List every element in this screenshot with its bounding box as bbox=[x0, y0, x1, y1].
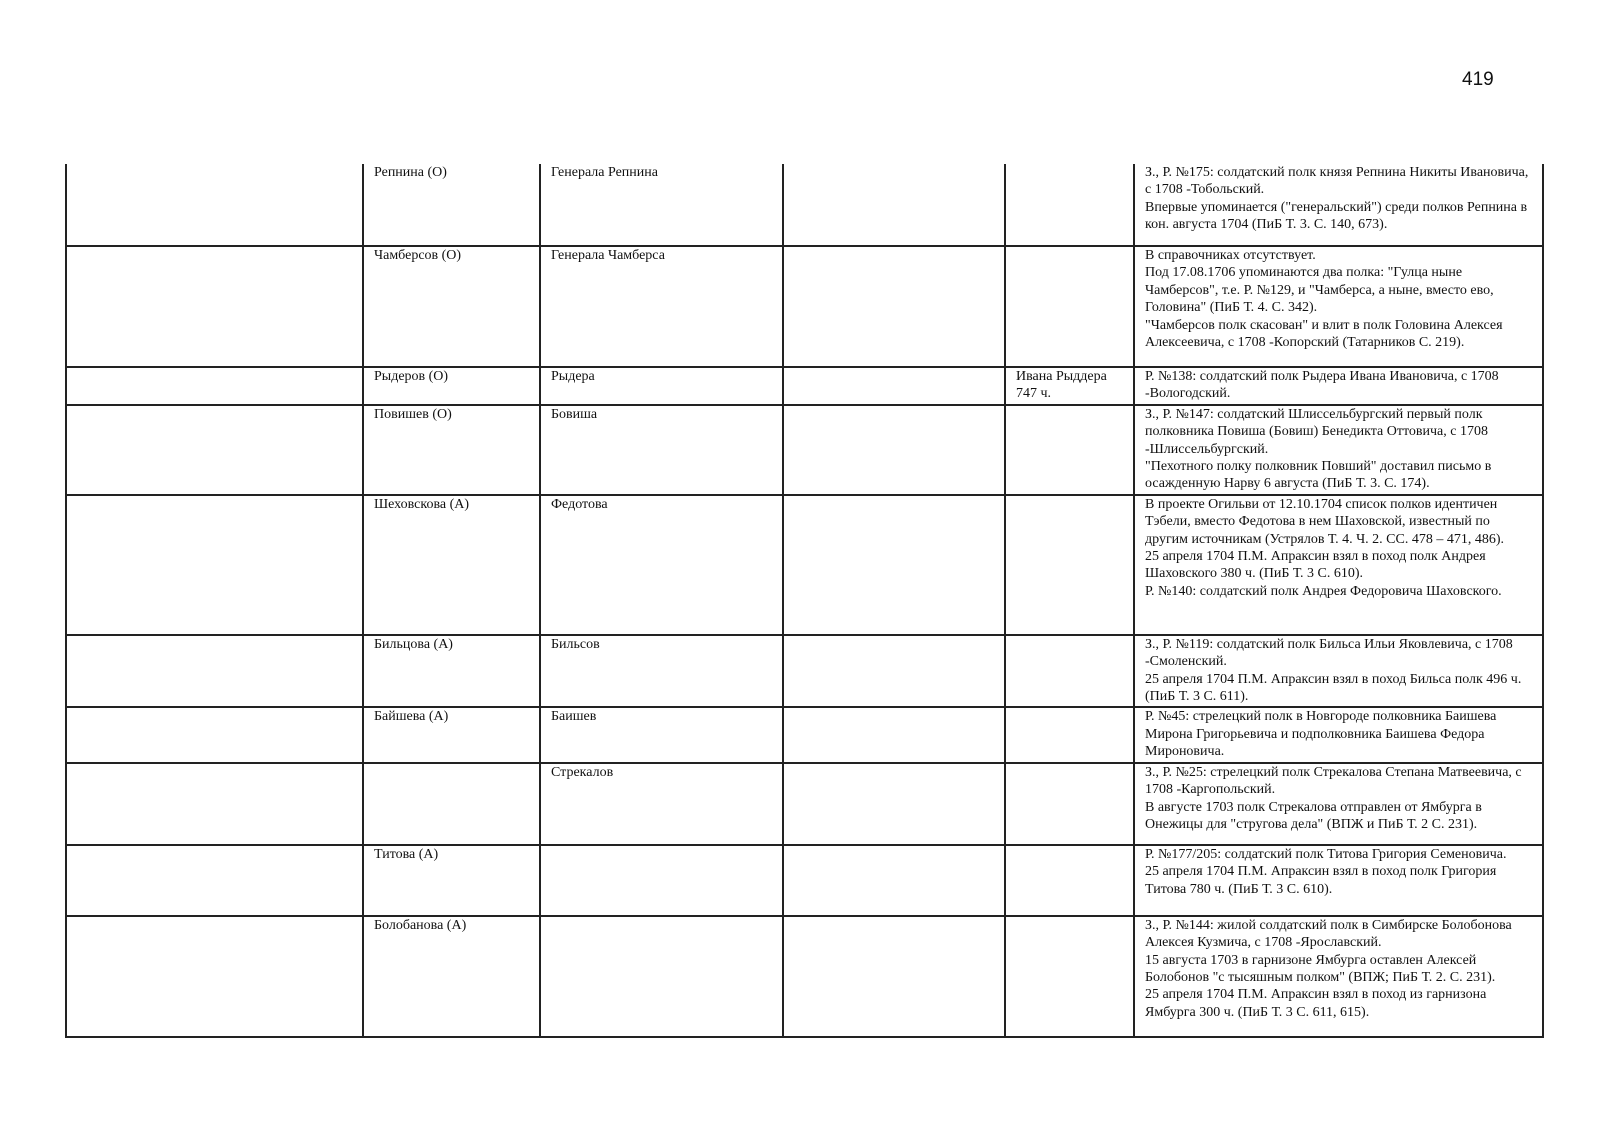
old-name-cell: Байшева (А) bbox=[363, 707, 540, 762]
note-line: 25 апреля 1704 П.М. Апраксин взял в поход полк Андрея Шаховского 380 ч. (ПиБ Т. 3 С. 610). bbox=[1145, 549, 1486, 582]
old-name-cell: Бильцова (А) bbox=[363, 635, 540, 708]
blank-cell bbox=[66, 164, 363, 246]
note-line: З., Р. №25: стрелецкий полк Стрекалова Степана Матвеевича, с 1708 ‑Каргопольский. bbox=[1145, 764, 1522, 798]
commander-line: 747 ч. bbox=[1016, 386, 1052, 402]
regiment-cell: Генерала Чамберса bbox=[540, 246, 783, 367]
regiment-cell bbox=[540, 916, 783, 1037]
table-row bbox=[66, 916, 1543, 1037]
regiment-table bbox=[65, 164, 1544, 1038]
note-line: З., Р. №119: солдатский полк Бильса Ильи Яковлевича, с 1708 ‑Смоленский. bbox=[1145, 636, 1513, 670]
blank-cell bbox=[66, 845, 363, 916]
note-line: "Пехотного полку полковник Повший" доставил письмо в осажденную Нарву 6 августа (ПиБ Т. 3. С. 174). bbox=[1145, 459, 1492, 492]
note-line: Р. №140: солдатский полк Андрея Федоровича Шаховского. bbox=[1145, 583, 1502, 599]
regiment-cell: Рыдера bbox=[540, 367, 783, 405]
regiment-cell: Стрекалов bbox=[540, 763, 783, 845]
note-line: 15 августа 1703 в гарнизоне Ямбурга оставлен Алексей Болобонов "с тысяшным полком" (ВПЖ; ПиБ Т. 2. С. 231). bbox=[1145, 952, 1496, 985]
notes-cell bbox=[1134, 367, 1543, 405]
regiment-cell bbox=[540, 845, 783, 916]
table-body bbox=[66, 164, 1543, 1037]
commander-cell bbox=[1005, 763, 1134, 845]
note-line: "Чамберсов полк скасован" и влит в полк Головина Алексея Алексеевича, с 1708 ‑Копорский (Татарников С. 219). bbox=[1145, 317, 1503, 351]
note-line: З., Р. №175: солдатский полк князя Репнина Никиты Ивановича, с 1708 ‑Тобольский. bbox=[1145, 165, 1529, 198]
table-row bbox=[66, 164, 1543, 246]
table-row bbox=[66, 405, 1543, 495]
regiment-cell: Федотова bbox=[540, 495, 783, 635]
blank-cell bbox=[66, 405, 363, 495]
blank-cell bbox=[66, 635, 363, 708]
commander-line: Ивана Рыддера bbox=[1016, 369, 1107, 384]
note-line: В августе 1703 полк Стрекалова отправлен от Ямбурга в Онежицы для "стругова дела" (ВПЖ и ПиБ Т. 2 С. 231). bbox=[1145, 799, 1482, 832]
old-name-cell: Повишев (О) bbox=[363, 405, 540, 495]
extra-cell bbox=[783, 707, 1005, 762]
commander-cell bbox=[1005, 707, 1134, 762]
old-name-cell: Шеховскова (А) bbox=[363, 495, 540, 635]
page-number: 419 bbox=[1462, 69, 1494, 90]
note-line: Р. №177/205: солдатский полк Титова Григория Семеновича. bbox=[1145, 846, 1507, 862]
notes-cell bbox=[1134, 707, 1543, 762]
note-line: 25 апреля 1704 П.М. Апраксин взял в поход полк Григория Титова 780 ч. (ПиБ Т. 3 С. 610). bbox=[1145, 864, 1497, 897]
extra-cell bbox=[783, 246, 1005, 367]
notes-cell bbox=[1134, 635, 1543, 708]
notes-cell bbox=[1134, 246, 1543, 367]
old-name-cell: Болобанова (А) bbox=[363, 916, 540, 1037]
table-row bbox=[66, 495, 1543, 635]
extra-cell bbox=[783, 763, 1005, 845]
table-row bbox=[66, 845, 1543, 916]
commander-cell bbox=[1005, 635, 1134, 708]
table-row bbox=[66, 367, 1543, 405]
commander-cell bbox=[1005, 246, 1134, 367]
blank-cell bbox=[66, 763, 363, 845]
old-name-cell: Чамберсов (О) bbox=[363, 246, 540, 367]
blank-cell bbox=[66, 367, 363, 405]
note-line: 25 апреля 1704 П.М. Апраксин взял в поход Бильса полк 496 ч. (ПиБ Т. 3 С. 611). bbox=[1145, 671, 1522, 705]
regiment-cell: Генерала Репнина bbox=[540, 164, 783, 246]
table-row bbox=[66, 707, 1543, 762]
blank-cell bbox=[66, 916, 363, 1037]
note-line: 25 апреля 1704 П.М. Апраксин взял в поход из гарнизона Ямбурга 300 ч. (ПиБ Т. 3 С. 611, 615). bbox=[1145, 987, 1487, 1020]
notes-cell bbox=[1134, 763, 1543, 845]
extra-cell bbox=[783, 845, 1005, 916]
blank-cell bbox=[66, 495, 363, 635]
note-line: В справочниках отсутствует. bbox=[1145, 248, 1316, 263]
table-row bbox=[66, 635, 1543, 708]
extra-cell bbox=[783, 635, 1005, 708]
notes-cell bbox=[1134, 405, 1543, 495]
extra-cell bbox=[783, 164, 1005, 246]
table-row bbox=[66, 246, 1543, 367]
commander-cell bbox=[1005, 367, 1134, 405]
extra-cell bbox=[783, 916, 1005, 1037]
table-row bbox=[66, 763, 1543, 845]
commander-cell bbox=[1005, 405, 1134, 495]
note-line: В проекте Огильви от 12.10.1704 список полков идентичен Тэбели, вместо Федотова в нем Шаховской, известный по другим источникам (Устрялов Т. 4. Ч. 2. СС. 478 – 471, 486). bbox=[1145, 496, 1505, 547]
regiment-cell: Бильсов bbox=[540, 635, 783, 708]
notes-cell bbox=[1134, 916, 1543, 1037]
old-name-cell bbox=[363, 763, 540, 845]
extra-cell bbox=[783, 367, 1005, 405]
commander-cell bbox=[1005, 845, 1134, 916]
extra-cell bbox=[783, 405, 1005, 495]
blank-cell bbox=[66, 707, 363, 762]
note-line: Под 17.08.1706 упоминаются два полка: "Гулца ныне Чамберсов", т.е. Р. №129, и "Чамберса, а ныне, вместо ево, Головина" (ПиБ Т. 4. С. 342). bbox=[1145, 265, 1494, 316]
note-line: Р. №138: солдатский полк Рыдера Ивана Ивановича, с 1708 ‑Вологодский. bbox=[1145, 369, 1499, 402]
commander-cell bbox=[1005, 495, 1134, 635]
blank-cell bbox=[66, 246, 363, 367]
old-name-cell: Репнина (О) bbox=[363, 164, 540, 246]
commander-cell bbox=[1005, 916, 1134, 1037]
notes-cell bbox=[1134, 495, 1543, 635]
regiment-cell: Бовиша bbox=[540, 405, 783, 495]
old-name-cell: Рыдеров (О) bbox=[363, 367, 540, 405]
note-line: З., Р. №147: солдатский Шлиссельбургский первый полк полковника Повиша (Бовиш) Бенедикта Оттовича, с 1708 ‑Шлиссельбургский. bbox=[1145, 406, 1488, 457]
note-line: З., Р. №144: жилой солдатский полк в Симбирске Болобонова Алексея Кузмича, с 1708 ‑Ярославский. bbox=[1145, 917, 1512, 951]
regiment-cell: Баишев bbox=[540, 707, 783, 762]
commander-cell bbox=[1005, 164, 1134, 246]
extra-cell bbox=[783, 495, 1005, 635]
notes-cell bbox=[1134, 164, 1543, 246]
old-name-cell: Титова (А) bbox=[363, 845, 540, 916]
note-line: Р. №45: стрелецкий полк в Новгороде полковника Баишева Мирона Григорьевича и подполковника Баишева Федора Мироновича. bbox=[1145, 709, 1497, 760]
note-line: Впервые упоминается ("генеральский") среди полков Репнина в кон. августа 1704 (ПиБ Т. 3. С. 140, 673). bbox=[1145, 199, 1528, 233]
notes-cell bbox=[1134, 845, 1543, 916]
